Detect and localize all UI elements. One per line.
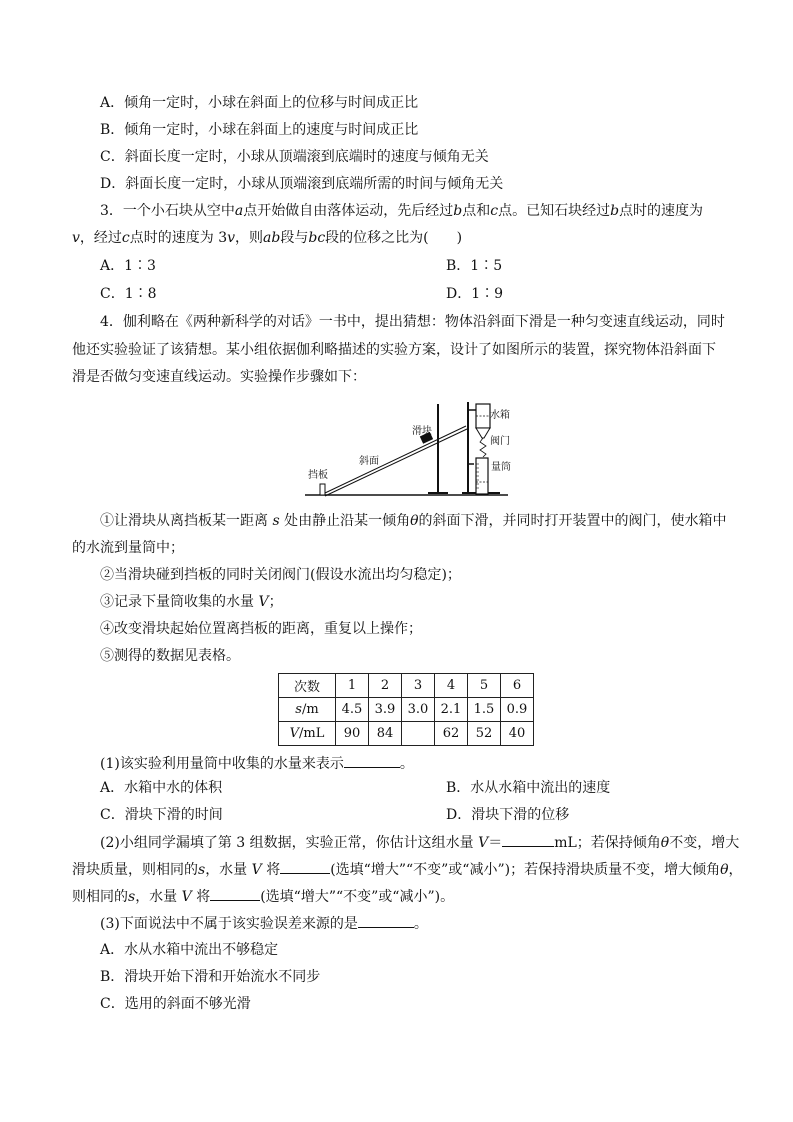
- q4-step1-line2: 的水流到量筒中；: [72, 540, 184, 556]
- q2-option-d: D．斜面长度一定时，小球从顶端滚到底端所需的时间与倾角无关: [100, 176, 504, 192]
- q4-sub1-option-c: C．滑块下滑的时间: [100, 807, 223, 823]
- slope-line-top: [325, 426, 466, 493]
- q3-options-row2: [100, 284, 504, 304]
- answer-blank[interactable]: [502, 832, 554, 847]
- q4-sub1-option-a: A．水箱中水的体积: [100, 780, 223, 796]
- table-cell: 52: [468, 722, 501, 746]
- baffle-shape: [320, 484, 325, 495]
- q3-option-a: A．1∶3: [100, 258, 156, 274]
- table-header-cell: 次数: [279, 674, 336, 698]
- q4-sub1-option-b: B．水从水箱中流出的速度: [446, 780, 611, 796]
- q4-sub1-options-row2: [100, 805, 570, 825]
- q3-stem-line2: v，经过c点时的速度为 3v，则ab段与bc段的位移之比为( ): [72, 230, 463, 246]
- label-slope: 斜面: [359, 456, 379, 467]
- table-cell: 40: [501, 722, 534, 746]
- table-cell: 1: [336, 674, 369, 698]
- q3-stem-line1: 3．一个小石块从空中a点开始做自由落体运动，先后经过b点和c点。已知石块经过b点时的速度为: [100, 203, 704, 219]
- q4-sub2-line3: 则相同的s，水量 V 将 (选填“增大”“不变”或“减小”)。: [72, 886, 454, 907]
- q4-sub3-option-a: A．水从水箱中流出不够稳定: [100, 942, 279, 958]
- valve-zigzag: [480, 438, 486, 457]
- q4-step1-line1: ①让滑块从离挡板某一距离 s 处由静止沿某一倾角θ的斜面下滑，并同时打开装置中的阀门，使水箱中: [100, 513, 727, 529]
- q3-option-d: D．1∶9: [446, 286, 504, 302]
- table-row: [279, 698, 534, 722]
- table-row: [279, 722, 534, 746]
- table-cell: 90: [336, 722, 369, 746]
- q4-sub2-line1: (2)小组同学漏填了第 3 组数据，实验正常，你估计这组水量 V＝ mL；若保持倾角θ不变，增大: [100, 832, 739, 853]
- table-cell: 2: [369, 674, 402, 698]
- table-cell: 4.5: [336, 698, 369, 722]
- label-block: 滑块: [412, 426, 432, 437]
- q2-option-c: C．斜面长度一定时，小球从顶端滚到底端时的速度与倾角无关: [100, 149, 489, 165]
- q4-sub1-option-d: D．滑块下滑的位移: [446, 807, 570, 823]
- q4-step2: ②当滑块碰到挡板的同时关闭阀门(假设水流出均匀稳定)；: [100, 567, 461, 583]
- table-cell: 4: [435, 674, 468, 698]
- table-cell: 0.9: [501, 698, 534, 722]
- q4-step3: ③记录下量筒收集的水量 V；: [100, 594, 283, 610]
- answer-blank[interactable]: [210, 886, 260, 901]
- q4-sub1: (1)该实验利用量筒中收集的水量来表示 。: [100, 753, 414, 774]
- q4-sub3-option-c: C．选用的斜面不够光滑: [100, 996, 251, 1012]
- table-cell: 84: [369, 722, 402, 746]
- label-baffle: 挡板: [308, 470, 328, 481]
- table-cell: 3.0: [402, 698, 435, 722]
- q4-sub3-option-b: B．滑块开始下滑和开始流水不同步: [100, 969, 321, 985]
- label-tank: 水箱: [490, 410, 510, 421]
- label-valve: 阀门: [490, 436, 510, 447]
- table-cell: 5: [468, 674, 501, 698]
- q4-step4: ④改变滑块起始位置离挡板的距离，重复以上操作；: [100, 621, 422, 637]
- table-cell: 1.5: [468, 698, 501, 722]
- q3-options-row1: [100, 256, 503, 276]
- q4-intro-line2: 他还实验验证了该猜想。某小组依据伽利略描述的实验方案，设计了如图所示的装置，探究物体沿斜面下: [72, 342, 716, 358]
- table-cell: 3: [402, 674, 435, 698]
- q4-sub1-options-row1: [100, 778, 611, 798]
- q2-option-b: B．倾角一定时，小球在斜面上的速度与时间成正比: [100, 122, 419, 138]
- label-cylinder: 量筒: [491, 462, 511, 473]
- q4-sub2-line2: 滑块质量，则相同的s，水量 V 将 (选填“增大”“不变”或“减小”)；若保持滑块质量不变，增大倾角θ，: [72, 859, 743, 880]
- table-cell: 62: [435, 722, 468, 746]
- table-cell: 2.1: [435, 698, 468, 722]
- table-cell: 6: [501, 674, 534, 698]
- data-table: [278, 673, 534, 746]
- apparatus-figure: [300, 398, 520, 500]
- q4-intro-line3: 滑是否做匀变速直线运动。实验操作步骤如下：: [72, 369, 366, 385]
- q2-option-a: A．倾角一定时，小球在斜面上的位移与时间成正比: [100, 95, 419, 111]
- tank-funnel: [476, 428, 490, 438]
- q4-step5: ⑤测得的数据见表格。: [100, 648, 240, 664]
- table-row-label-s: s/m: [279, 698, 336, 722]
- table-row: [279, 674, 534, 698]
- answer-blank[interactable]: [344, 753, 400, 768]
- q4-sub3: (3)下面说法中不属于该实验误差来源的是 。: [100, 913, 428, 934]
- table-row-label-v: V/mL: [279, 722, 336, 746]
- slope-line-bottom: [325, 429, 467, 496]
- answer-blank[interactable]: [280, 859, 330, 874]
- q3-option-c: C．1∶8: [100, 286, 157, 302]
- answer-blank[interactable]: [358, 913, 414, 928]
- table-cell: 3.9: [369, 698, 402, 722]
- table-cell: [402, 722, 435, 746]
- q4-intro-line1: 4．伽利略在《两种新科学的对话》一书中，提出猜想：物体沿斜面下滑是一种匀变速直线运动，同时: [100, 314, 725, 330]
- q3-option-b: B．1∶5: [446, 258, 503, 274]
